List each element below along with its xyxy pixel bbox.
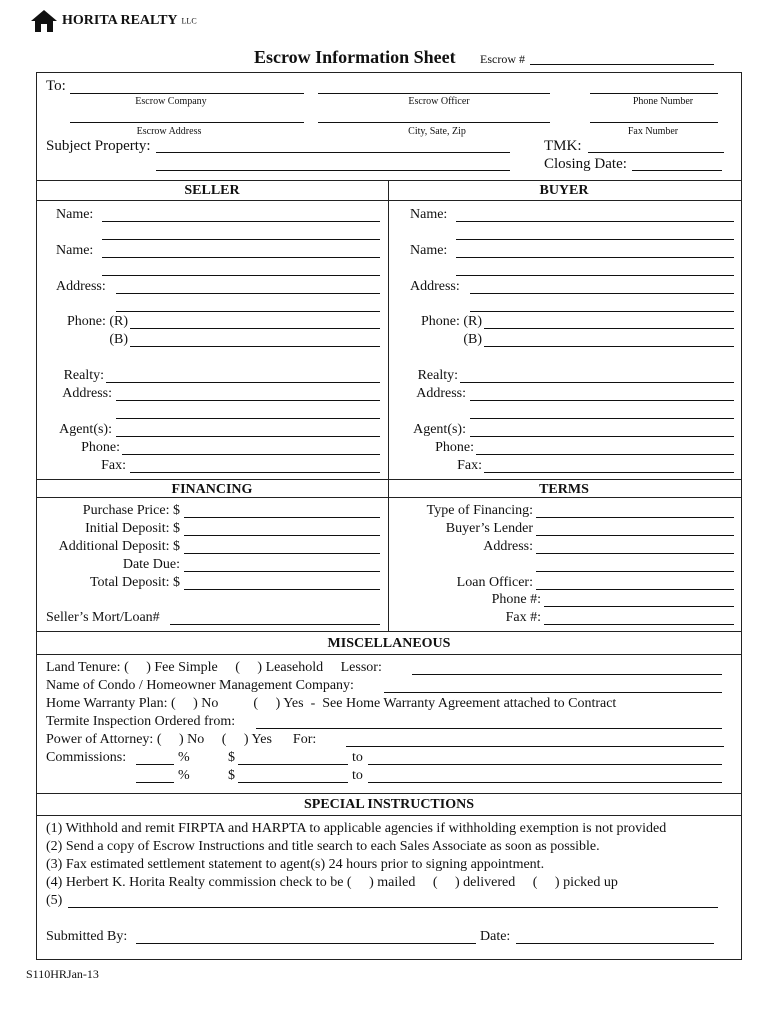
seller-agents-label: Agent(s): [59, 422, 112, 437]
seller-realty-field[interactable] [106, 382, 380, 383]
purchase-price-label: Purchase Price: $ [82, 503, 180, 518]
seller-realty-address-field-2[interactable] [116, 418, 380, 419]
buyer-phone-r-field[interactable] [484, 328, 734, 329]
form-code: S110HRJan-13 [26, 967, 99, 981]
instruction-1: (1) Withhold and remit FIRPTA and HARPTA to applicable agencies if withholding exemption is not provided [46, 821, 667, 836]
buyer-realty-address-field-2[interactable] [470, 418, 734, 419]
loan-officer-field[interactable] [536, 589, 734, 590]
seller-name-1-field[interactable] [102, 221, 380, 222]
buyer-name-1-label: Name: [410, 207, 448, 222]
buyer-address-label: Address: [410, 279, 460, 294]
commissions-label: Commissions: [46, 750, 127, 765]
power-of-attorney-label: Power of Attorney: ( ) No ( ) Yes For: [46, 732, 317, 747]
lender-address-field-2[interactable] [536, 571, 734, 572]
condo-company-label: Name of Condo / Homeowner Management Company: [46, 678, 354, 693]
logo-text: HORITA REALTY [62, 13, 178, 28]
buyers-lender-field[interactable] [536, 535, 734, 536]
instruction-5-label: (5) [46, 893, 63, 908]
seller-heading: SELLER [184, 183, 240, 198]
land-tenure-label: Land Tenure: ( ) Fee Simple ( ) Leasehold Lessor: [46, 660, 382, 675]
loan-officer-label: Loan Officer: [456, 575, 533, 590]
type-of-financing-field[interactable] [536, 517, 734, 518]
seller-agent-phone-label: Phone: [81, 440, 120, 455]
buyer-agent-phone-label: Phone: [435, 440, 474, 455]
page-title: Escrow Information Sheet [254, 47, 456, 67]
seller-phone-b-field[interactable] [130, 346, 380, 347]
special-instructions-heading: SPECIAL INSTRUCTIONS [304, 797, 474, 812]
seller-realty-address-label: Address: [62, 386, 112, 401]
fax-number-caption: Fax Number [627, 126, 679, 137]
logo-suffix: LLC [181, 16, 197, 26]
instruction-5-field[interactable] [68, 907, 718, 908]
date-due-label: Date Due: [122, 557, 180, 572]
buyer-name-1-field-2[interactable] [456, 239, 734, 240]
seller-name-2-field[interactable] [102, 257, 380, 258]
buyers-lender-label: Buyer’s Lender [445, 521, 533, 536]
city-state-zip-field[interactable] [318, 122, 550, 123]
instruction-3: (3) Fax estimated settlement statement to agent(s) 24 hours prior to signing appointment. [46, 857, 545, 872]
phone-number-caption: Phone Number [632, 96, 694, 107]
buyer-name-1-field[interactable] [456, 221, 734, 222]
escrow-officer-caption: Escrow Officer [408, 96, 470, 107]
buyer-realty-label: Realty: [417, 368, 458, 383]
commission-to-2-field[interactable] [368, 782, 722, 783]
escrow-company-caption: Escrow Company [135, 96, 207, 107]
additional-deposit-field[interactable] [184, 553, 380, 554]
city-state-zip-caption: City, Sate, Zip [408, 126, 466, 137]
buyer-agent-fax-label: Fax: [457, 458, 482, 473]
escrow-number-label: Escrow # [480, 52, 525, 66]
column-divider [388, 180, 389, 631]
loan-phone-label: Phone #: [491, 592, 541, 607]
commission-dollar-1-sign: $ [228, 750, 235, 765]
date-due-field[interactable] [184, 571, 380, 572]
sellers-mort-label: Seller’s Mort/Loan# [46, 610, 160, 625]
lessor-field[interactable] [412, 674, 722, 675]
buyer-name-2-label: Name: [410, 243, 448, 258]
buyer-agent-phone-field[interactable] [476, 454, 734, 455]
termite-label: Termite Inspection Ordered from: [46, 714, 236, 729]
buyer-heading: BUYER [539, 183, 589, 198]
commission-amount-2-field[interactable] [238, 782, 348, 783]
lender-address-field[interactable] [536, 553, 734, 554]
buyer-phone-b-field[interactable] [484, 346, 734, 347]
date-label: Date: [480, 929, 511, 944]
subject-property-field-2[interactable] [156, 170, 510, 171]
loan-fax-label: Fax #: [505, 610, 541, 625]
seller-phone-r-label: Phone: (R) [66, 314, 128, 329]
escrow-address-field[interactable] [70, 122, 304, 123]
total-deposit-field[interactable] [184, 589, 380, 590]
miscellaneous-heading: MISCELLANEOUS [327, 636, 451, 651]
buyer-agents-label: Agent(s): [413, 422, 466, 437]
commission-to-1-label: to [352, 750, 363, 765]
seller-address-label: Address: [56, 279, 106, 294]
additional-deposit-label: Additional Deposit: $ [58, 539, 180, 554]
seller-phone-r-field[interactable] [130, 328, 380, 329]
escrow-number-field[interactable] [530, 64, 714, 65]
seller-address-field[interactable] [116, 293, 380, 294]
loan-fax-field[interactable] [544, 624, 734, 625]
commission-pct-2-sign: % [178, 768, 190, 783]
subject-property-label: Subject Property: [46, 138, 151, 154]
buyer-phone-r-label: Phone: (R) [420, 314, 482, 329]
financing-heading: FINANCING [171, 482, 253, 497]
commission-pct-2-field[interactable] [136, 782, 174, 783]
seller-realty-label: Realty: [63, 368, 104, 383]
buyer-phone-b-label: (B) [463, 332, 482, 347]
commission-dollar-2-sign: $ [228, 768, 235, 783]
commission-to-1-field[interactable] [368, 764, 722, 765]
power-of-attorney-field[interactable] [346, 746, 724, 747]
seller-phone-b-label: (B) [109, 332, 128, 347]
seller-agent-fax-field[interactable] [130, 472, 380, 473]
buyer-realty-field[interactable] [460, 382, 734, 383]
total-deposit-label: Total Deposit: $ [89, 575, 180, 590]
seller-name-2-field-2[interactable] [102, 275, 380, 276]
closing-date-field[interactable] [632, 170, 722, 171]
seller-realty-address-field[interactable] [116, 400, 380, 401]
commission-pct-1-sign: % [178, 750, 190, 765]
buyer-agents-field[interactable] [470, 436, 734, 437]
subject-property-field[interactable] [156, 152, 510, 153]
phone-number-field[interactable] [590, 93, 718, 94]
initial-deposit-label: Initial Deposit: $ [85, 521, 180, 536]
buyer-address-field-2[interactable] [470, 311, 734, 312]
commission-pct-1-field[interactable] [136, 764, 174, 765]
instruction-4: (4) Herbert K. Horita Realty commission check to be ( ) mailed ( ) delivered ( ) picked up [46, 875, 618, 890]
commission-to-2-label: to [352, 768, 363, 783]
instruction-2: (2) Send a copy of Escrow Instructions and title search to each Sales Associate as soon as possible. [46, 839, 600, 854]
submitted-by-field[interactable] [136, 943, 476, 944]
closing-date-label: Closing Date: [544, 156, 627, 172]
seller-name-1-field-2[interactable] [102, 239, 380, 240]
submitted-by-label: Submitted By: [46, 929, 128, 944]
purchase-price-field[interactable] [184, 517, 380, 518]
termite-field[interactable] [256, 728, 722, 729]
buyer-address-field[interactable] [470, 293, 734, 294]
buyer-realty-address-field[interactable] [470, 400, 734, 401]
sellers-mort-field[interactable] [170, 624, 380, 625]
loan-phone-field[interactable] [544, 606, 734, 607]
escrow-address-caption: Escrow Address [136, 126, 202, 137]
buyer-name-2-field-2[interactable] [456, 275, 734, 276]
home-warranty-label: Home Warranty Plan: ( ) No ( ) Yes - See Home Warranty Agreement attached to Contract [46, 696, 617, 711]
tmk-label: TMK: [544, 138, 582, 154]
seller-name-2-label: Name: [56, 243, 94, 258]
seller-agent-phone-field[interactable] [122, 454, 380, 455]
condo-company-field[interactable] [384, 692, 722, 693]
fax-number-field[interactable] [590, 122, 718, 123]
company-logo [30, 9, 197, 33]
lender-address-label: Address: [483, 539, 533, 554]
seller-address-field-2[interactable] [116, 311, 380, 312]
terms-heading: TERMS [539, 482, 589, 497]
date-field[interactable] [516, 943, 714, 944]
house-logo-icon [30, 9, 58, 33]
to-label: To: [46, 78, 66, 94]
seller-agents-field[interactable] [116, 436, 380, 437]
escrow-officer-field[interactable] [318, 93, 550, 94]
buyer-realty-address-label: Address: [416, 386, 466, 401]
type-of-financing-label: Type of Financing: [426, 503, 533, 518]
seller-name-1-label: Name: [56, 207, 94, 222]
buyer-name-2-field[interactable] [456, 257, 734, 258]
buyer-agent-fax-field[interactable] [484, 472, 734, 473]
seller-agent-fax-label: Fax: [101, 458, 126, 473]
escrow-company-field[interactable] [70, 93, 304, 94]
commission-amount-1-field[interactable] [238, 764, 348, 765]
initial-deposit-field[interactable] [184, 535, 380, 536]
tmk-field[interactable] [588, 152, 724, 153]
